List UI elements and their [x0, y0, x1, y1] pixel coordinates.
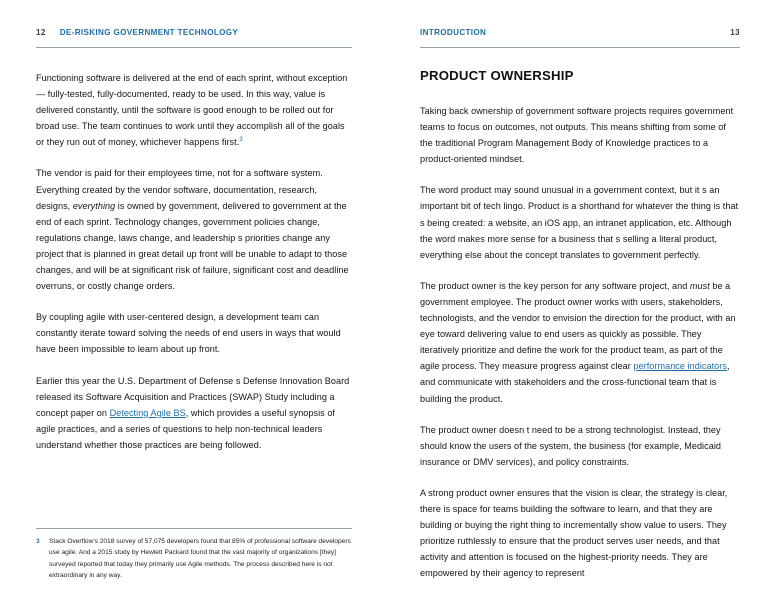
paragraph-text-post: , and communicate with stakeholders and the cross-functional team that is building the product.: [420, 361, 730, 404]
left-column-body: [36, 70, 352, 453]
paragraph-coupling-agile: [36, 309, 352, 357]
right-column-body: [420, 103, 740, 581]
paragraph-product-owner-key: [420, 278, 740, 407]
paragraph-text: The word product may sound unusual in a government context, but it s an important bit of tech lingo. Product is a shorthand for whatever the thing is that s being created: a website, an iOS app, an intranet application, etc. Although the word makes more sense for a business that s selling a literal product, everything else about the concept translates to government perfectly.: [420, 185, 739, 260]
header-rule-right: [420, 47, 740, 48]
right-page: [388, 0, 776, 600]
paragraph-text-pre: The product owner is the key person for any software project, and: [420, 280, 690, 291]
paragraph-functioning-software: [36, 70, 352, 150]
paragraph-strong-product-owner: [420, 485, 740, 582]
section-title-product-ownership: PRODUCT OWNERSHIP: [420, 68, 574, 83]
paragraph-text-pre: The vendor is paid for their employees time, not for a software system. Everything created by the vendor software, documentation, research, designs,: [36, 168, 323, 211]
paragraph-text-mid: be a government employee. The product owner works with users, stakeholders, technologists, and the vendor to envision the direction for the product, with an eye toward delivering value to end users as quickly as possible. They iteratively prioritize and define the work for the product team, as part of the agile process. They measure progress against clear: [420, 280, 736, 372]
footnote-3: [36, 536, 352, 582]
page-number-left: 12: [36, 28, 46, 37]
footnote-rule: [36, 528, 352, 529]
paragraph-text: Functioning software is delivered at the end of each sprint, without exception — fully-tested, fully-documented, ready to be used. In this way, value is delivered constantly, until the software is good enough to be rolled out for broad use. The team continues to work until they accomplish all of the goals or they run out of money, whichever happens first.: [36, 73, 348, 148]
running-head-left: [36, 28, 352, 42]
paragraph-text: Taking back ownership of government software projects requires government teams to focus on outcomes, not outputs. This means shifting from some of the traditional Program Management Body of Knowledge practices to a product-oriented mindset.: [420, 106, 734, 165]
emphasis-everything: everything: [72, 200, 116, 211]
paragraph-vendor-paid: [36, 165, 352, 294]
paragraph-word-product: [420, 182, 740, 262]
paragraph-text: The product owner doesn t need to be a strong technologist. Instead, they should know the users of the system, the business (for example, Medicaid insurance or DMV services), and policy constraints.: [420, 424, 721, 467]
header-rule-left: [36, 47, 352, 48]
paragraph-not-technologist: [420, 422, 740, 470]
footnote-number: 3: [36, 537, 40, 545]
running-head-right: [420, 28, 740, 42]
page-number-right: 13: [730, 28, 740, 37]
footnote-marker-3[interactable]: 3: [239, 136, 243, 144]
footnote-area: [36, 528, 352, 582]
paragraph-text: By coupling agile with user-centered design, a development team can constantly iterate toward solving the needs of end users in ways that would have been impossible to learn about up front.: [36, 312, 341, 355]
emphasis-must: must: [689, 280, 710, 291]
paragraph-text-post: is owned by government, delivered to government at the end of each sprint. Technology changes, government policies change, regulations change, laws change, and leadership s priorities change any project that is planned in great detail up front will be unable to adapt to those changes, and will be at significant risk of failure, significant cost and deadline overruns, or costly change orders.: [36, 200, 349, 292]
footnote-text: Stack Overflow's 2018 survey of 57,075 developers found that 85% of professional software developers use agile. And a 2015 study by Hewlett Packard found that the vast majority of organizations [they] surveyed reported that today they primarily use Agile methods. The process described here is not extraordinary in any way.: [49, 537, 351, 580]
paragraph-text-pre: Earlier this year the U.S. Department of Defense s Defense Innovation Board released its Software Acquisition and Practices (SWAP) Study including a concept paper on: [36, 375, 350, 418]
link-performance-indicators[interactable]: performance indicators: [633, 361, 727, 372]
paragraph-taking-back-ownership: [420, 103, 740, 167]
paragraph-text: A strong product owner ensures that the vision is clear, the strategy is clear, there is space for teams building the software to learn, and that they are building or buying the right thing to incrementally show value to users. They prioritize ruthlessly to ensure that the product serves user needs, and that activity and attention is focused on the highest-priority needs. They are empowered by their agency to represent: [420, 487, 728, 579]
running-head-title-left: DE-RISKING GOVERNMENT TECHNOLOGY: [59, 28, 239, 37]
paragraph-swap-study: [36, 373, 352, 453]
paragraph-text-post: , which provides a useful synopsis of agile practices, and a series of questions to help non-technical leaders understand whether those practices are being followed.: [36, 407, 335, 450]
running-head-title-right: INTRODUCTION: [420, 28, 487, 37]
link-detecting-agile-bs[interactable]: Detecting Agile BS: [109, 407, 186, 418]
